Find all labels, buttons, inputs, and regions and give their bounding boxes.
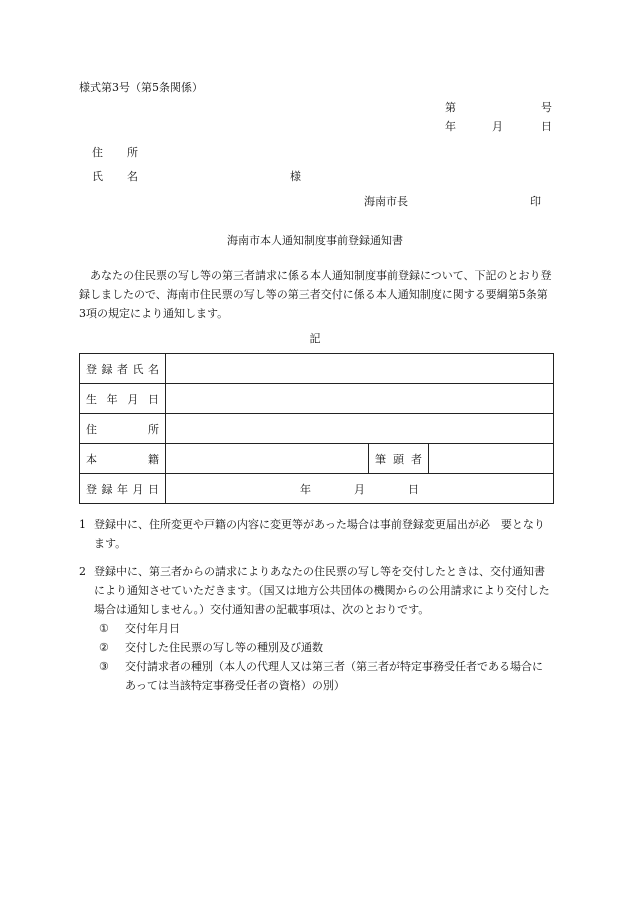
reg-day-label: 日 (408, 482, 419, 496)
note-text: 登録中に、住所変更や戸籍の内容に変更等があった場合は事前登録変更届出が必 要となります。 (94, 518, 545, 550)
note-2 (79, 562, 553, 619)
label-char: 日 (148, 482, 159, 496)
label-char: 名 (148, 362, 159, 376)
label-household-head (369, 444, 429, 474)
date-month-label: 月 (492, 120, 503, 133)
note-1 (79, 515, 553, 553)
reg-year-label: 年 (300, 482, 311, 496)
address-value (166, 414, 554, 444)
issuer: 海南市長 (364, 195, 408, 208)
document-title: 海南市本人通知制度事前登録通知書 (227, 234, 403, 247)
row-label-address (80, 414, 166, 444)
number-prefix: 第 (445, 101, 456, 114)
item-text: 交付請求者の種別（本人の代理人又は第三者（第三者が特定事務受任者である場合にあっては当該特定事務受任者の資格）の別） (125, 660, 543, 692)
table-row (80, 444, 554, 474)
item-number: ② (99, 641, 109, 654)
name-label-b: 名 (127, 170, 138, 183)
table-row (80, 414, 554, 444)
birthdate-value (166, 384, 554, 414)
item-number: ① (99, 622, 109, 635)
label-char: 者 (117, 362, 128, 376)
label-char: 月 (132, 482, 144, 496)
item-text: 交付年月日 (125, 622, 180, 635)
label-char: 登 (86, 482, 97, 496)
seal-mark: 印 (530, 195, 541, 208)
label-char: 生 (86, 392, 97, 406)
list-item (99, 638, 553, 657)
address-label-a: 住 (92, 146, 103, 159)
note-text: 登録中に、第三者からの請求によりあなたの住民票の写し等を交付したときは、交付通知書により通知させていただきます。（国又は地方公共団体の機関からの公用請求により交付した場合は通知しません。）交付通知書の記載事項は、次のとおりです。 (94, 565, 550, 616)
honorific: 様 (290, 170, 301, 183)
label-char: 筆 (375, 452, 386, 466)
label-char: 住 (86, 422, 97, 436)
table-row (80, 474, 554, 504)
label-char: 録 (101, 482, 113, 496)
note-number: 2 (79, 565, 86, 578)
number-suffix: 号 (541, 101, 552, 114)
label-char: 録 (101, 362, 113, 376)
date-day-label: 日 (541, 120, 552, 133)
item-text: 交付した住民票の写し等の種別及び通数 (125, 641, 323, 654)
label-char: 氏 (132, 362, 144, 376)
item-number: ③ (99, 660, 109, 673)
label-char: 登 (86, 362, 97, 376)
ki-heading: 記 (309, 332, 321, 345)
registration-table (79, 353, 554, 504)
list-item (99, 657, 553, 695)
registration-date-value (166, 474, 554, 504)
address-label-b: 所 (127, 146, 138, 159)
row-label-registration-date (80, 474, 166, 504)
date-year-label: 年 (445, 120, 456, 133)
body-paragraph: あなたの住民票の写し等の第三者請求に係る本人通知制度事前登録について、下記のとおり登録しましたので、海南市住民票の写し等の第三者交付に係る本人通知制度に関する要綱第5条第3項の規定により通知します。 (79, 269, 552, 320)
row-label-registrant-name (80, 354, 166, 384)
label-char: 頭 (393, 452, 404, 466)
registrant-name-value (166, 354, 554, 384)
label-char: 日 (147, 392, 159, 406)
label-char: 月 (127, 392, 139, 406)
label-char: 者 (411, 452, 422, 466)
row-label-birthdate (80, 384, 166, 414)
honseki-value (166, 444, 369, 474)
reg-month-label: 月 (354, 482, 365, 496)
household-head-value (429, 444, 554, 474)
table-row (80, 354, 554, 384)
table-row (80, 384, 554, 414)
name-label-a: 氏 (92, 170, 103, 183)
list-item (99, 619, 553, 638)
form-id: 様式第3号（第5条関係） (79, 81, 203, 94)
note-number: 1 (79, 518, 86, 531)
notes-section (79, 515, 553, 695)
label-char: 籍 (148, 452, 159, 466)
label-char: 年 (106, 392, 118, 406)
row-label-honseki (80, 444, 166, 474)
label-char: 年 (117, 482, 128, 496)
label-char: 所 (148, 422, 159, 436)
label-char: 本 (86, 452, 97, 466)
